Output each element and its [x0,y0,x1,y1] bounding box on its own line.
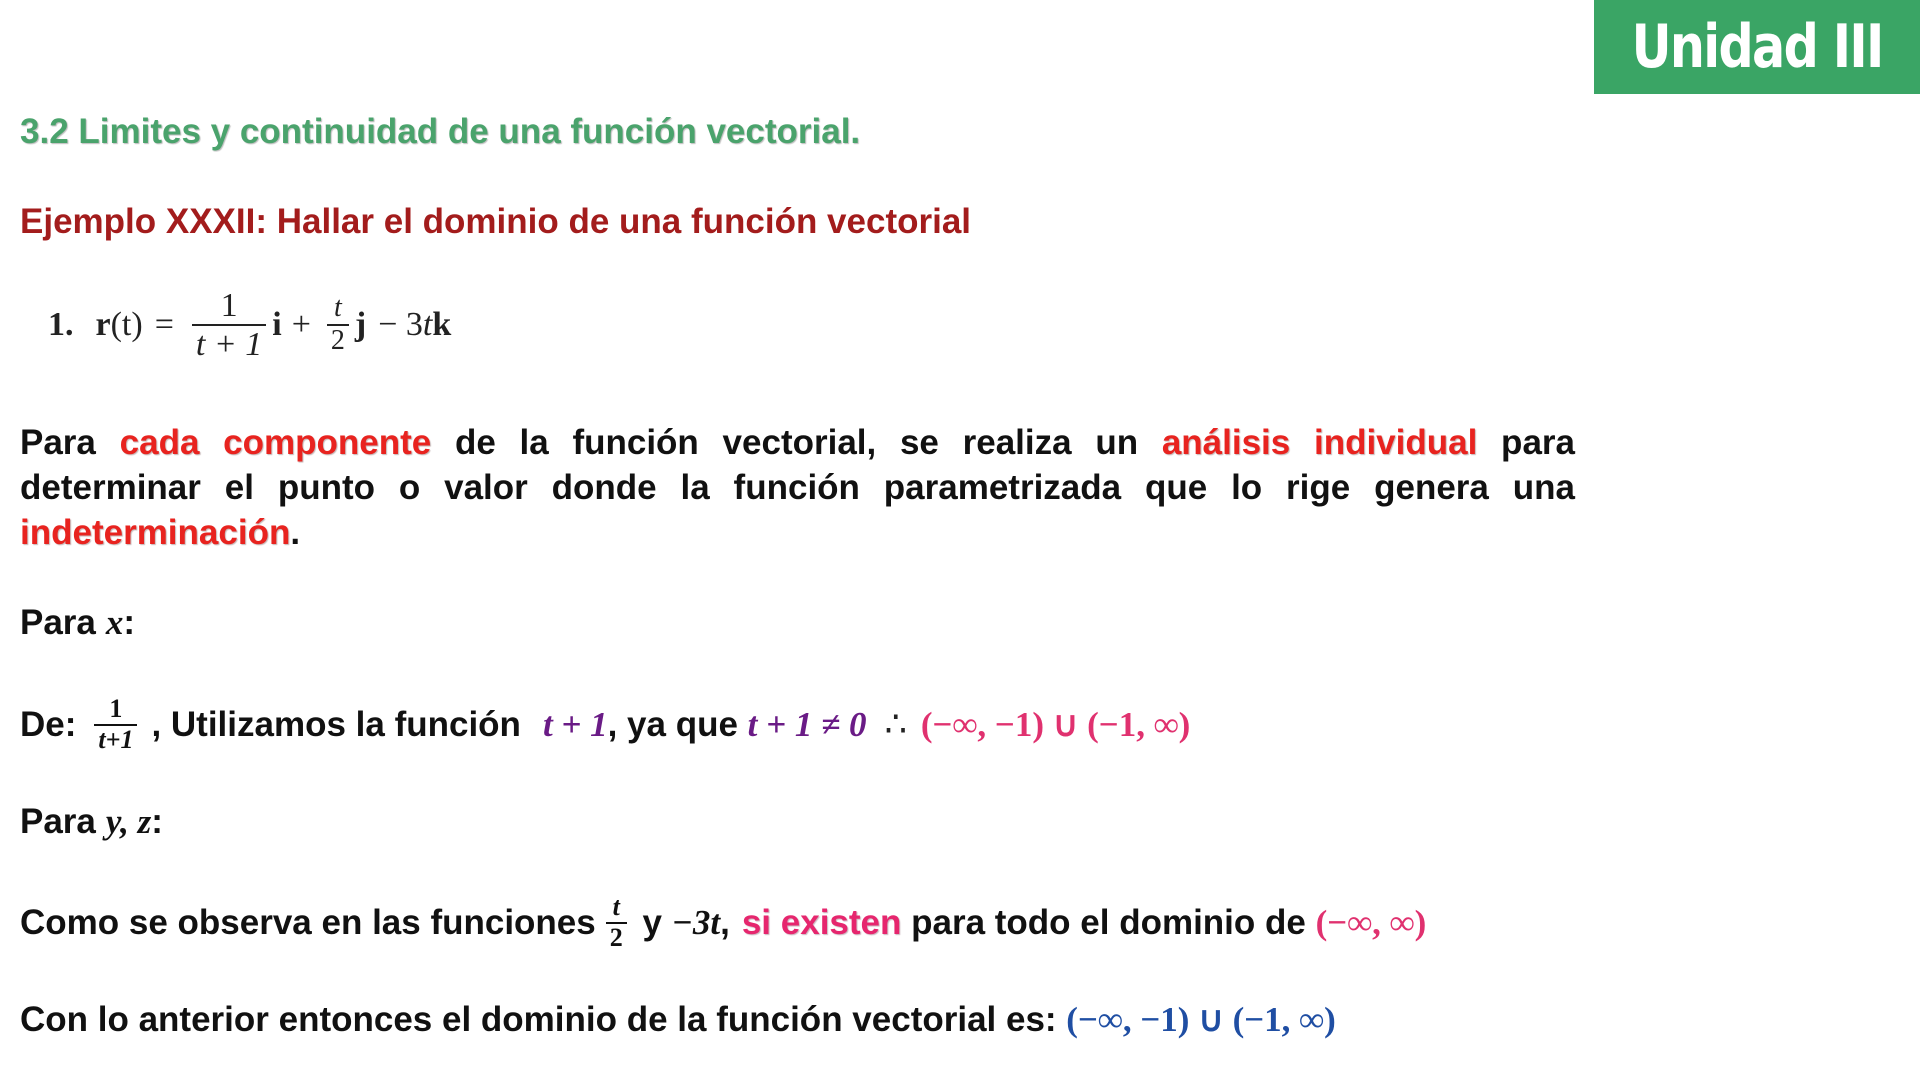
de-fraction [94,695,137,754]
para-yz-label: Para [20,802,96,841]
para-x-heading [20,603,135,643]
como-interval: (−∞, ∞) [1315,903,1427,942]
formula-i: i [272,306,282,343]
para-x-label: Para [20,603,96,642]
fraction-1-numerator: 1 [220,286,238,324]
formula-k: k [432,306,452,343]
vector-function-formula [48,270,451,380]
como-fraction-denominator: 2 [606,922,627,953]
conclusion-line [20,1000,1336,1040]
formula-fraction-1 [192,287,266,364]
como-text-2: y [632,903,672,942]
como-comma: , [720,903,730,942]
exercise-number: 1. [48,306,74,343]
formula-lhs: r [95,306,111,343]
paragraph-text-2: de la función vectorial, se realiza un [431,423,1162,462]
formula-j: j [354,306,367,343]
para-yz-var: y, z [105,802,152,841]
unit-badge [1594,0,1920,94]
highlight-si-existen: si existen [741,903,902,942]
de-fraction-denominator: t+1 [94,724,137,755]
de-expr-1: t + 1 [542,705,608,744]
para-x-colon: : [123,603,136,642]
fraction-2-numerator: t [334,292,342,324]
de-interval: (−∞, −1) ∪ (−1, ∞) [920,705,1191,744]
de-fraction-numerator: 1 [109,694,123,724]
de-text-2: , ya que [607,705,748,744]
unit-badge-label: Unidad III [1631,12,1883,82]
conclusion-text: Con lo anterior entonces el dominio de la función vectorial es: [20,1000,1067,1039]
example-title: Ejemplo XXXII: Hallar el dominio de una función vectorial [20,202,972,241]
paragraph-text-3: para determinar el punto o valor donde la función parametrizada que lo rige genera una [20,423,1575,507]
formula-equals: = [154,306,174,343]
de-expr-2: t + 1 ≠ 0 [747,705,867,744]
como-fraction-numerator: t [612,892,620,922]
de-text-1: , Utilizamos la función [151,705,521,744]
section-title: 3.2 Limites y continuidad de una función vectorial. [20,112,861,151]
highlight-analisis-individual: análisis individual [1161,423,1478,462]
fraction-2-denominator: 2 [327,324,349,357]
therefore-symbol: ∴ [884,705,907,745]
formula-arg: (t) [110,306,143,343]
highlight-cada-componente: cada componente [119,423,432,462]
como-fraction [606,893,627,952]
formula-fraction-2 [327,293,349,357]
como-line [20,888,1426,958]
fraction-1-denominator: t + 1 [192,324,266,363]
para-yz-colon: : [151,802,163,841]
de-line [20,690,1190,760]
formula-t: t [422,306,433,343]
formula-minus-three: − 3 [378,306,423,343]
formula-plus: + [291,306,311,343]
conclusion-interval: (−∞, −1) ∪ (−1, ∞) [1066,1000,1336,1039]
como-expr: −3t [671,903,721,942]
paragraph-text-4: . [290,513,301,552]
highlight-indeterminacion: indeterminación [20,513,291,552]
como-text-3: para todo el dominio de [901,903,1316,942]
para-yz-heading [20,802,163,842]
para-x-var: x [105,603,124,642]
como-text-1: Como se observa en las funciones [20,903,596,942]
paragraph-text-1: Para [20,423,120,462]
explanation-paragraph [20,420,1575,555]
de-label: De: [20,705,77,744]
